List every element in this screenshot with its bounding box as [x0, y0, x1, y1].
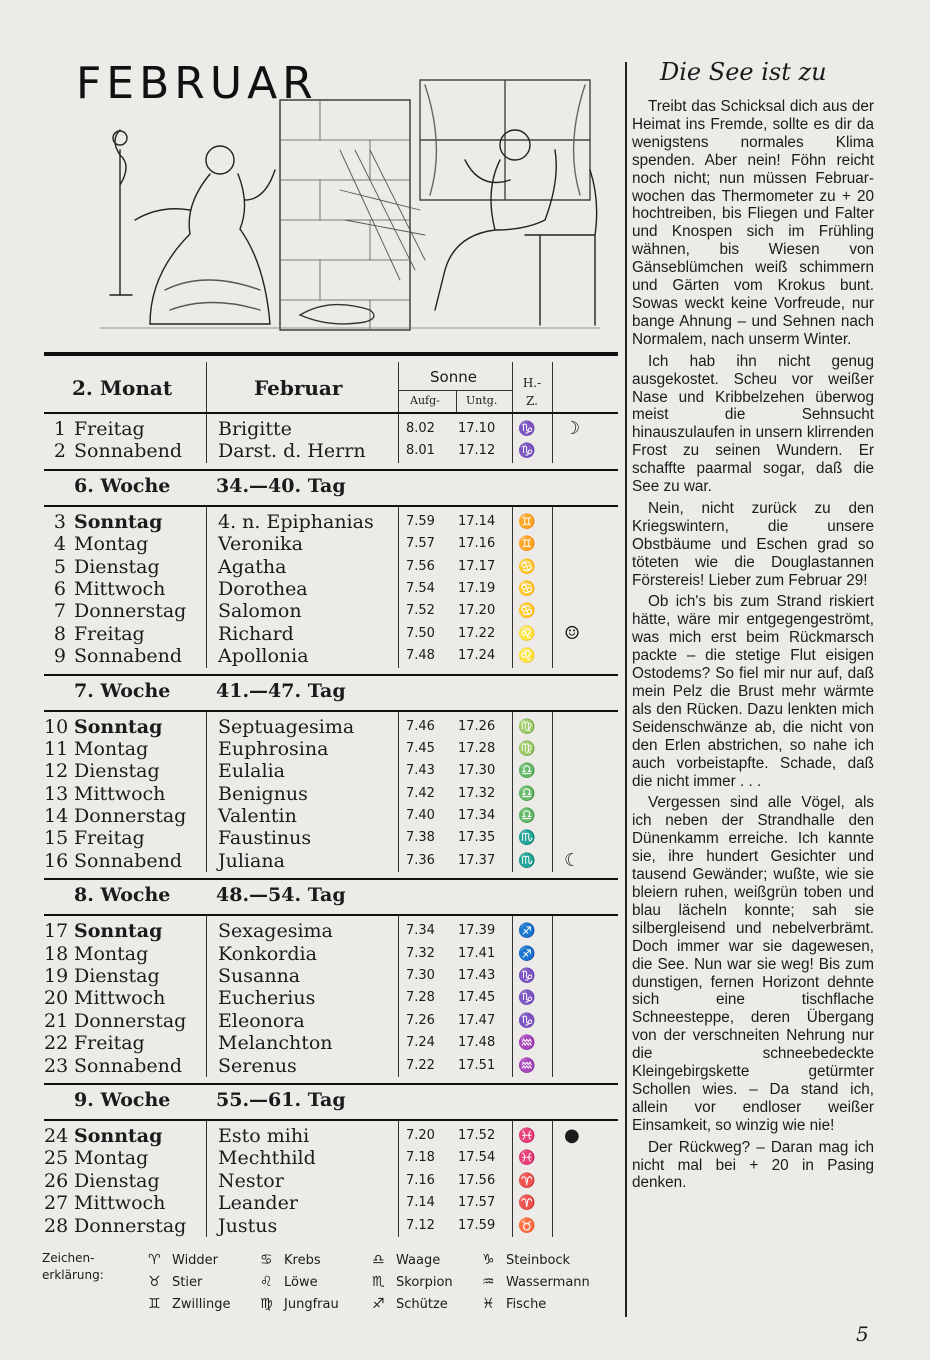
- day-number: 3: [53, 510, 66, 533]
- header-untergang: Untg.: [466, 394, 498, 407]
- weekday: Sonntag: [74, 920, 163, 943]
- name-day: Juliana: [218, 849, 285, 872]
- sunset-time: 17.48: [458, 1035, 496, 1051]
- sunset-time: 17.12: [458, 443, 496, 459]
- sunrise-time: 7.26: [406, 1012, 435, 1028]
- week-label: 8. Woche: [74, 884, 171, 907]
- weekday: Dienstag: [74, 555, 160, 578]
- sunset-time: 17.47: [458, 1012, 496, 1028]
- day-row: [44, 965, 618, 987]
- day-number: 7: [53, 600, 66, 623]
- sunset-time: 17.45: [458, 990, 496, 1006]
- header-aufgang: Aufg-: [410, 394, 440, 407]
- sunset-time: 17.34: [458, 808, 496, 824]
- day-number: 11: [44, 737, 69, 760]
- legend-label: Fische: [506, 1297, 547, 1312]
- moon-phase-icon: ☾: [564, 849, 581, 871]
- sunrise-time: 7.14: [406, 1195, 435, 1211]
- month-title: FEBRUAR: [76, 58, 318, 109]
- zodiac-sign-icon: ♒: [518, 1035, 536, 1052]
- day-row: [44, 511, 618, 533]
- legend-item: [148, 1252, 218, 1268]
- zodiac-sign-icon: ♓: [518, 1150, 536, 1167]
- day-row: [44, 1170, 618, 1192]
- day-number: 8: [53, 622, 66, 645]
- header-month-name: Februar: [254, 376, 343, 400]
- sunrise-time: 7.34: [406, 923, 435, 939]
- header-divider: [456, 390, 457, 412]
- name-day: Leander: [218, 1192, 298, 1215]
- day-row: [44, 738, 618, 760]
- sunrise-time: 8.01: [406, 443, 435, 459]
- day-number: 14: [44, 805, 69, 828]
- article-paragraph: Ob ich's bis zum Strand riskiert hätte, wäre mir entgegengeströmt, was mich erst beim Rückmarsch packte – die stetige Flut eisigen Ostodems? So fiel mir nur auf, daß mein Pelz die Brust mehr wärmte als den Rücken. Dazu lenkten mich Seidenschwänze ab, die nicht von den Erlen abstrichen, so nahe ich auch vorbeistapfte. Schade, daß die nicht immer . . .: [632, 593, 874, 790]
- week-header: [44, 674, 618, 712]
- zodiac-sign-icon: ♉: [148, 1274, 161, 1290]
- zodiac-sign-icon: ♑: [482, 1252, 495, 1268]
- weekday: Montag: [74, 1147, 149, 1170]
- sunrise-time: 7.38: [406, 830, 435, 846]
- name-day: Melanchton: [218, 1032, 333, 1055]
- sunrise-time: 7.18: [406, 1150, 435, 1166]
- name-day: Nestor: [218, 1169, 284, 1192]
- name-day: Richard: [218, 622, 294, 645]
- legend-item: [482, 1252, 570, 1268]
- zodiac-sign-icon: ♊: [148, 1296, 161, 1312]
- sunset-time: 17.16: [458, 536, 496, 552]
- day-rows: [44, 916, 618, 1077]
- sunrise-time: 7.57: [406, 536, 435, 552]
- sunrise-time: 7.20: [406, 1127, 435, 1143]
- day-row: [44, 418, 618, 440]
- sunrise-time: 7.50: [406, 625, 435, 641]
- zodiac-sign-icon: ♑: [518, 443, 536, 460]
- legend-label: Wassermann: [506, 1275, 590, 1290]
- sunrise-time: 7.36: [406, 852, 435, 868]
- legend-item: [148, 1296, 230, 1312]
- weekday: Dienstag: [74, 1169, 160, 1192]
- sunrise-time: 7.16: [406, 1172, 435, 1188]
- legend-title: Zeichen- erklärung:: [42, 1251, 104, 1282]
- zodiac-sign-icon: ♐: [518, 923, 536, 940]
- day-number: 6: [53, 577, 66, 600]
- zodiac-sign-icon: ♑: [518, 421, 536, 437]
- header-sonne: Sonne: [430, 368, 477, 386]
- name-day: Septuagesima: [218, 715, 355, 738]
- day-number: 20: [44, 987, 69, 1010]
- name-day: Darst. d. Herrn: [218, 440, 366, 463]
- day-number: 5: [53, 555, 66, 578]
- day-row: [44, 556, 618, 578]
- legend-item: [260, 1252, 321, 1268]
- sunrise-time: 7.12: [406, 1217, 435, 1233]
- day-number: 23: [44, 1054, 69, 1077]
- day-number: 1: [53, 418, 66, 440]
- day-row: [44, 1032, 618, 1054]
- zodiac-sign-icon: ♈: [518, 1172, 536, 1189]
- week-header: [44, 469, 618, 507]
- article-paragraph: Treibt das Schicksal dich aus der Heimat ins Fremde, sollte es dir da wenigstens normales Klima spenden. Aber nein! Föhn reicht noch nicht; nun müssen Februar-wochen das Thermometer zu + 20 hochtreiben, bis Fliegen und Falter und Knospen sich im Frühling wähnen, bis Wiesen von Gänseblümchen weiß schimmern und Gärten vom Krokus bunt. Sowas weckt keine Vorfreude, nur bange Ahnung – und Sehnen nach Normalem, nach unserm Winter.: [632, 98, 874, 348]
- weekday: Dienstag: [74, 965, 160, 988]
- name-day: Apollonia: [218, 645, 309, 668]
- weekday: Montag: [74, 942, 149, 965]
- name-day: Brigitte: [218, 418, 292, 440]
- day-rows: [44, 507, 618, 668]
- weekday: Sonnabend: [74, 645, 183, 668]
- day-row: [44, 578, 618, 600]
- day-row: [44, 716, 618, 738]
- sunset-time: 17.41: [458, 945, 496, 961]
- article-title: Die See ist zu: [660, 58, 827, 86]
- day-number: 27: [44, 1192, 69, 1215]
- week-day-range: 41.—47. Tag: [216, 679, 346, 702]
- legend-label: Steinbock: [506, 1253, 571, 1268]
- article-paragraph: Ich hab ihn nicht genug ausgekostet. Scheu vor weißer Nase und Kribbelzehen überwog meist die Sehnsucht hinauszulaufen in unsern klirrenden Frost zu seinen Wundern. Er schaffte paarmal sogar, daß die See zu war.: [632, 352, 874, 496]
- legend-label: Löwe: [284, 1275, 318, 1290]
- day-row: [44, 1055, 618, 1077]
- sunrise-time: 7.48: [406, 648, 435, 664]
- day-number: 17: [44, 920, 69, 943]
- weekday: Donnerstag: [74, 1009, 187, 1032]
- day-row: [44, 827, 618, 849]
- sunset-time: 17.43: [458, 968, 496, 984]
- name-day: Esto mihi: [218, 1124, 310, 1147]
- legend-label: Zwillinge: [172, 1297, 231, 1312]
- column-divider: [625, 62, 627, 1317]
- day-row: [44, 600, 618, 622]
- sunrise-time: 7.42: [406, 785, 435, 801]
- sunset-time: 17.57: [458, 1195, 496, 1211]
- zodiac-sign-icon: ♎: [518, 808, 536, 825]
- zodiac-sign-icon: ♐: [518, 945, 536, 962]
- name-day: Serenus: [218, 1054, 297, 1077]
- sunset-time: 17.56: [458, 1172, 496, 1188]
- header-divider: [552, 362, 553, 412]
- sunrise-time: 7.56: [406, 558, 435, 574]
- day-row: [44, 440, 618, 462]
- header-divider: [512, 362, 513, 412]
- legend-item: [482, 1274, 590, 1290]
- weekday: Freitag: [74, 418, 145, 440]
- sunrise-time: 7.24: [406, 1035, 435, 1051]
- sunset-time: 17.19: [458, 580, 496, 596]
- legend-label: Schütze: [396, 1297, 448, 1312]
- sunset-time: 17.14: [458, 513, 496, 529]
- day-row: [44, 1010, 618, 1032]
- name-day: Eucherius: [218, 987, 316, 1010]
- sunrise-time: 7.32: [406, 945, 435, 961]
- sunset-time: 17.28: [458, 740, 496, 756]
- zodiac-sign-icon: ♑: [518, 990, 536, 1007]
- day-rows: [44, 414, 618, 463]
- name-day: Eleonora: [218, 1009, 305, 1032]
- day-row: [44, 943, 618, 965]
- sunset-time: 17.59: [458, 1217, 496, 1233]
- zodiac-sign-icon: ♓: [482, 1296, 495, 1312]
- zodiac-sign-icon: ♌: [518, 648, 536, 665]
- name-day: 4. n. Epiphanias: [218, 510, 374, 533]
- day-row: [44, 533, 618, 555]
- legend-label: Stier: [172, 1275, 203, 1290]
- sunset-time: 17.22: [458, 625, 496, 641]
- header-month-number: 2. Monat: [72, 376, 173, 400]
- sunset-time: 17.20: [458, 603, 496, 619]
- weekday: Donnerstag: [74, 1214, 187, 1237]
- day-number: 9: [53, 645, 66, 668]
- header-divider: [398, 362, 399, 412]
- name-day: Susanna: [218, 965, 301, 988]
- day-row: [44, 1192, 618, 1214]
- day-number: 24: [44, 1124, 69, 1147]
- sunrise-time: 7.28: [406, 990, 435, 1006]
- sunset-time: 17.32: [458, 785, 496, 801]
- legend-label: Widder: [172, 1253, 219, 1268]
- zodiac-sign-icon: ♌: [260, 1274, 273, 1290]
- sunrise-time: 7.40: [406, 808, 435, 824]
- legend-label: Waage: [396, 1253, 441, 1268]
- zodiac-sign-icon: ♍: [518, 718, 536, 735]
- weekday: Sonnabend: [74, 440, 183, 463]
- name-day: Eulalia: [218, 760, 285, 783]
- day-row: [44, 623, 618, 645]
- weekday: Donnerstag: [74, 600, 187, 623]
- name-day: Faustinus: [218, 827, 312, 850]
- zodiac-sign-icon: ♒: [518, 1057, 536, 1074]
- day-row: [44, 1147, 618, 1169]
- name-day: Justus: [218, 1214, 278, 1237]
- header-divider: [206, 362, 207, 412]
- week-day-range: 34.—40. Tag: [216, 474, 346, 497]
- name-day: Valentin: [218, 805, 297, 828]
- day-row: [44, 1125, 618, 1147]
- day-number: 18: [44, 942, 69, 965]
- day-row: [44, 760, 618, 782]
- header-divider: [398, 390, 512, 391]
- name-day: Sexagesima: [218, 920, 333, 943]
- zodiac-sign-icon: ♉: [518, 1217, 536, 1234]
- zodiac-sign-icon: ♑: [518, 968, 536, 985]
- legend-item: [148, 1274, 202, 1290]
- day-row: [44, 805, 618, 827]
- weekday: Mittwoch: [74, 1192, 166, 1215]
- name-day: Veronika: [218, 533, 303, 556]
- day-row: [44, 645, 618, 667]
- week-label: 9. Woche: [74, 1088, 171, 1111]
- calendar-table: [44, 352, 618, 1237]
- legend-item: [482, 1296, 546, 1312]
- sunset-time: 17.39: [458, 923, 496, 939]
- article-body: [632, 98, 874, 1192]
- sunset-time: 17.37: [458, 852, 496, 868]
- zodiac-legend: [38, 1248, 618, 1318]
- sunrise-time: 7.30: [406, 968, 435, 984]
- weekday: Sonntag: [74, 715, 163, 738]
- weekday: Freitag: [74, 1032, 145, 1055]
- sunrise-time: 7.45: [406, 740, 435, 756]
- zodiac-sign-icon: ♌: [518, 625, 536, 642]
- sunset-time: 17.30: [458, 763, 496, 779]
- page-number: 5: [856, 1322, 869, 1346]
- day-number: 19: [44, 965, 69, 988]
- moon-phase-icon: ☽: [564, 418, 581, 439]
- day-number: 16: [44, 849, 69, 872]
- zodiac-sign-icon: ♍: [518, 740, 536, 757]
- sunset-time: 17.35: [458, 830, 496, 846]
- zodiac-sign-icon: ♏: [372, 1274, 385, 1290]
- zodiac-sign-icon: ♋: [518, 558, 536, 575]
- day-row: [44, 783, 618, 805]
- legend-item: [260, 1274, 318, 1290]
- week-label: 7. Woche: [74, 679, 171, 702]
- weekday: Donnerstag: [74, 805, 187, 828]
- zodiac-sign-icon: ♋: [518, 603, 536, 620]
- sunset-time: 17.52: [458, 1127, 496, 1143]
- weekday: Mittwoch: [74, 987, 166, 1010]
- zodiac-sign-icon: ♎: [518, 763, 536, 780]
- legend-item: [372, 1274, 453, 1290]
- zodiac-sign-icon: ♋: [518, 580, 536, 597]
- weekday: Sonnabend: [74, 849, 183, 872]
- name-day: Salomon: [218, 600, 302, 623]
- zodiac-sign-icon: ♓: [518, 1127, 536, 1144]
- weekday: Freitag: [74, 622, 145, 645]
- zodiac-sign-icon: ♋: [260, 1252, 273, 1268]
- legend-item: [372, 1252, 440, 1268]
- week-day-range: 55.—61. Tag: [216, 1088, 346, 1111]
- zodiac-sign-icon: ♍: [260, 1296, 273, 1312]
- day-number: 2: [53, 440, 66, 463]
- zodiac-sign-icon: ♎: [372, 1252, 385, 1268]
- day-row: [44, 987, 618, 1009]
- sunset-time: 17.54: [458, 1150, 496, 1166]
- legend-item: [260, 1296, 339, 1312]
- legend-item: [372, 1296, 448, 1312]
- day-number: 4: [53, 533, 66, 556]
- table-header: [44, 356, 618, 414]
- zodiac-sign-icon: ♒: [482, 1274, 495, 1290]
- weekday: Dienstag: [74, 760, 160, 783]
- day-number: 21: [44, 1009, 69, 1032]
- day-number: 26: [44, 1169, 69, 1192]
- week-day-range: 48.—54. Tag: [216, 884, 346, 907]
- legend-label: Jungfrau: [284, 1297, 339, 1312]
- zodiac-sign-icon: ♈: [148, 1252, 161, 1268]
- name-day: Mechthild: [218, 1147, 316, 1170]
- day-number: 22: [44, 1032, 69, 1055]
- name-day: Agatha: [218, 555, 287, 578]
- weekday: Mittwoch: [74, 577, 166, 600]
- name-day: Dorothea: [218, 577, 308, 600]
- zodiac-sign-icon: ♏: [518, 852, 536, 869]
- sunrise-time: 7.52: [406, 603, 435, 619]
- sunset-time: 17.24: [458, 648, 496, 664]
- moon-phase-icon: ●: [564, 1124, 580, 1146]
- sunset-time: 17.17: [458, 558, 496, 574]
- weekday: Montag: [74, 737, 149, 760]
- day-number: 13: [44, 782, 69, 805]
- article-paragraph: Der Rückweg? – Daran mag ich nicht mal bei + 20 in Pasing denken.: [632, 1138, 874, 1192]
- zodiac-sign-icon: ♐: [372, 1296, 385, 1312]
- sunrise-time: 8.02: [406, 421, 435, 436]
- calendar-blocks: [44, 414, 618, 1237]
- day-row: [44, 850, 618, 872]
- day-rows: [44, 1121, 618, 1237]
- sunset-time: 17.10: [458, 421, 496, 436]
- zodiac-sign-icon: ♎: [518, 785, 536, 802]
- article-paragraph: Nein, nicht zurück zu den Kriegswintern, die unsere Obstbäume und Eschen grad so töteten wie die Douglastannen Förstereis! Lieber zum Februar 29!: [632, 499, 874, 589]
- weekday: Sonntag: [74, 1124, 163, 1147]
- zodiac-sign-icon: ♏: [518, 830, 536, 847]
- week-label: 6. Woche: [74, 474, 171, 497]
- article-paragraph: Vergessen sind alle Vögel, als ich neben der Strandhalle den Dünenkamm erreiche. Ich kannte sie, ihre hundert Gesichter und tausend Gewänder; wußte, wie sie bleiern ruhen, weißgrün toben und blau lächeln konnte; sah sie silbergleisend und nebelverbrämt. Doch immer war sie dagewesen, die See. Nun war sie weg! Bis zum dunstigen, fernen Horizont dehnte sich eine tischflache Schneesteppe, deren Übergang von der verschneiten Nehrung nur die schneebedeckte Kleingebirgskette getürmter Schollen wies. – Da stand ich, allein vor endloser weißer Einsamkeit, so winzig wie nie!: [632, 794, 874, 1134]
- week-header: [44, 878, 618, 916]
- weekday: Sonnabend: [74, 1054, 183, 1077]
- sunrise-time: 7.22: [406, 1057, 435, 1073]
- legend-label: Krebs: [284, 1253, 321, 1268]
- sunset-time: 17.26: [458, 718, 496, 734]
- day-number: 10: [44, 715, 69, 738]
- weekday: Mittwoch: [74, 782, 166, 805]
- zodiac-sign-icon: ♈: [518, 1195, 536, 1212]
- sunset-time: 17.51: [458, 1057, 496, 1073]
- day-rows: [44, 712, 618, 873]
- day-number: 28: [44, 1214, 69, 1237]
- legend-label: Skorpion: [396, 1275, 453, 1290]
- weekday: Sonntag: [74, 510, 163, 533]
- name-day: Konkordia: [218, 942, 317, 965]
- zodiac-sign-icon: ♊: [518, 536, 536, 553]
- day-number: 15: [44, 827, 69, 850]
- header-himmelszeichen: H.- Z.: [522, 376, 542, 408]
- weekday: Freitag: [74, 827, 145, 850]
- day-row: [44, 1215, 618, 1237]
- name-day: Euphrosina: [218, 737, 329, 760]
- zodiac-sign-icon: ♑: [518, 1012, 536, 1029]
- moon-phase-icon: ☺: [564, 622, 581, 644]
- sunrise-time: 7.43: [406, 763, 435, 779]
- weekday: Montag: [74, 533, 149, 556]
- day-row: [44, 920, 618, 942]
- day-number: 12: [44, 760, 69, 783]
- day-number: 25: [44, 1147, 69, 1170]
- zodiac-sign-icon: ♊: [518, 513, 536, 530]
- sunrise-time: 7.54: [406, 580, 435, 596]
- sunrise-time: 7.46: [406, 718, 435, 734]
- sunrise-time: 7.59: [406, 513, 435, 529]
- week-header: [44, 1083, 618, 1121]
- name-day: Benignus: [218, 782, 308, 805]
